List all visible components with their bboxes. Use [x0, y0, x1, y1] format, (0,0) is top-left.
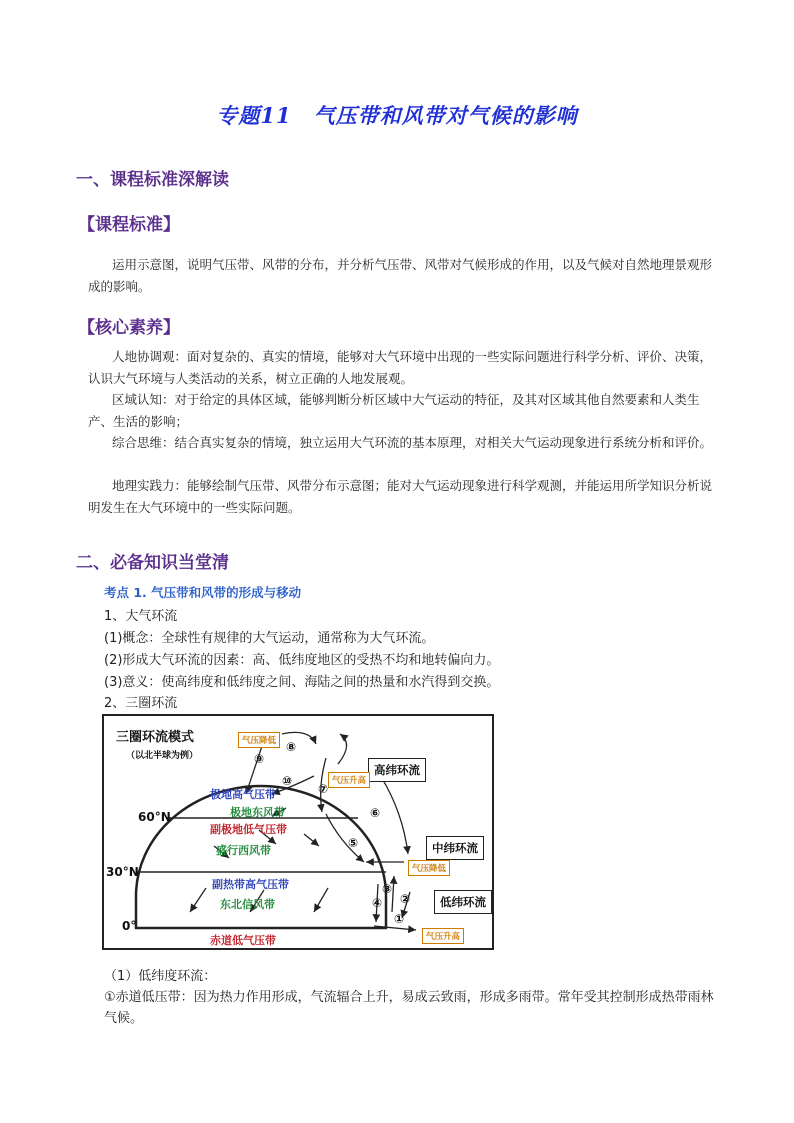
polar-east-label: 极地东风带: [230, 806, 285, 819]
section-heading-1: 一、课程标准深解读: [76, 170, 229, 190]
num-9: ⑨: [254, 752, 265, 766]
westerlies-label: 盛行西风带: [216, 844, 271, 857]
num-10: ⑩: [282, 774, 293, 788]
low-cell-label: 低纬环流: [434, 890, 492, 914]
page-title: 专题11 气压带和风带对气候的影响: [216, 103, 578, 128]
lat-60-label: 60°N: [138, 810, 171, 824]
num-8: ⑧: [286, 740, 297, 754]
ne-trades-label: 东北信风带: [220, 898, 275, 911]
pressure-fall-tag-2: 气压降低: [408, 860, 450, 876]
text-line-3: (2)形成大气环流的因素：高、低纬度地区的受热不均和地转偏向力。: [104, 653, 500, 668]
text-line-6: （1）低纬度环流：: [104, 969, 217, 984]
literacy-para-3: 综合思维：结合真实复杂的情境，独立运用大气环流的基本原理，对相关大气运动现象进行系统分析和评价。: [112, 435, 713, 450]
num-4: ④: [372, 896, 383, 910]
diagram-subtitle: （以北半球为例）: [126, 751, 199, 761]
num-5: ⑤: [348, 836, 359, 850]
literacy-heading: 【核心素养】: [78, 318, 180, 338]
standard-text: 运用示意图，说明气压带、风带的分布，并分析气压带、风带对气候形成的作用，以及气候对自然地理景观形成的影响。: [88, 257, 713, 294]
three-cell-circulation-diagram: [102, 714, 494, 950]
subtropical-high-label: 副热带高气压带: [212, 878, 289, 891]
pressure-rise-tag-1: 气压升高: [328, 772, 370, 788]
mid-cell-label: 中纬环流: [426, 836, 484, 860]
text-line-1: 1、大气环流: [104, 609, 178, 624]
text-line-5: 2、三圈环流: [104, 696, 178, 711]
pressure-rise-tag-2: 气压升高: [422, 928, 464, 944]
lat-30-label: 30°N: [106, 865, 139, 879]
literacy-para-4: 地理实践力：能够绘制气压带、风带分布示意图；能对大气运动现象进行科学观测，并能运用所学知识分析说明发生在大气环境中的一些实际问题。: [88, 478, 713, 515]
num-2: ②: [400, 892, 411, 906]
text-line-4: (3)意义：使高纬度和低纬度之间、海陆之间的热量和水汽得到交换。: [104, 675, 500, 690]
num-6: ⑥: [370, 806, 381, 820]
literacy-para-2: 区域认知：对于给定的具体区域，能够判断分析区域中大气运动的特征，及其对区域其他自然要素和人类生产、生活的影响；: [88, 392, 700, 429]
pressure-fall-tag-1: 气压降低: [238, 732, 280, 748]
standard-heading: 【课程标准】: [78, 215, 180, 235]
high-cell-label: 高纬环流: [368, 758, 426, 782]
text-line-7: ①赤道低压带：因为热力作用形成，气流辐合上升，易成云致雨，形成多雨带。常年受其控制形成热带雨林气候。: [104, 990, 714, 1026]
equatorial-low-label: 赤道低气压带: [210, 934, 276, 947]
section-heading-2: 二、必备知识当堂清: [76, 553, 229, 573]
lat-0-label: 0°: [122, 919, 137, 933]
num-1: ①: [394, 912, 405, 926]
diagram-title: 三圈环流模式: [116, 730, 195, 745]
text-line-2: (1)概念：全球性有规律的大气运动，通常称为大气环流。: [104, 631, 435, 646]
num-7: ⑦: [318, 782, 329, 796]
subpolar-low-label: 副极地低气压带: [210, 823, 287, 836]
polar-high-label: 极地高气压带: [210, 788, 276, 801]
num-3: ③: [382, 882, 393, 896]
literacy-para-1: 人地协调观：面对复杂的、真实的情境，能够对大气环境中出现的一些实际问题进行科学分析、评价、决策，认识大气环境与人类活动的关系，树立正确的人地发展观。: [88, 349, 713, 386]
point-heading: 考点 1. 气压带和风带的形成与移动: [104, 585, 302, 600]
